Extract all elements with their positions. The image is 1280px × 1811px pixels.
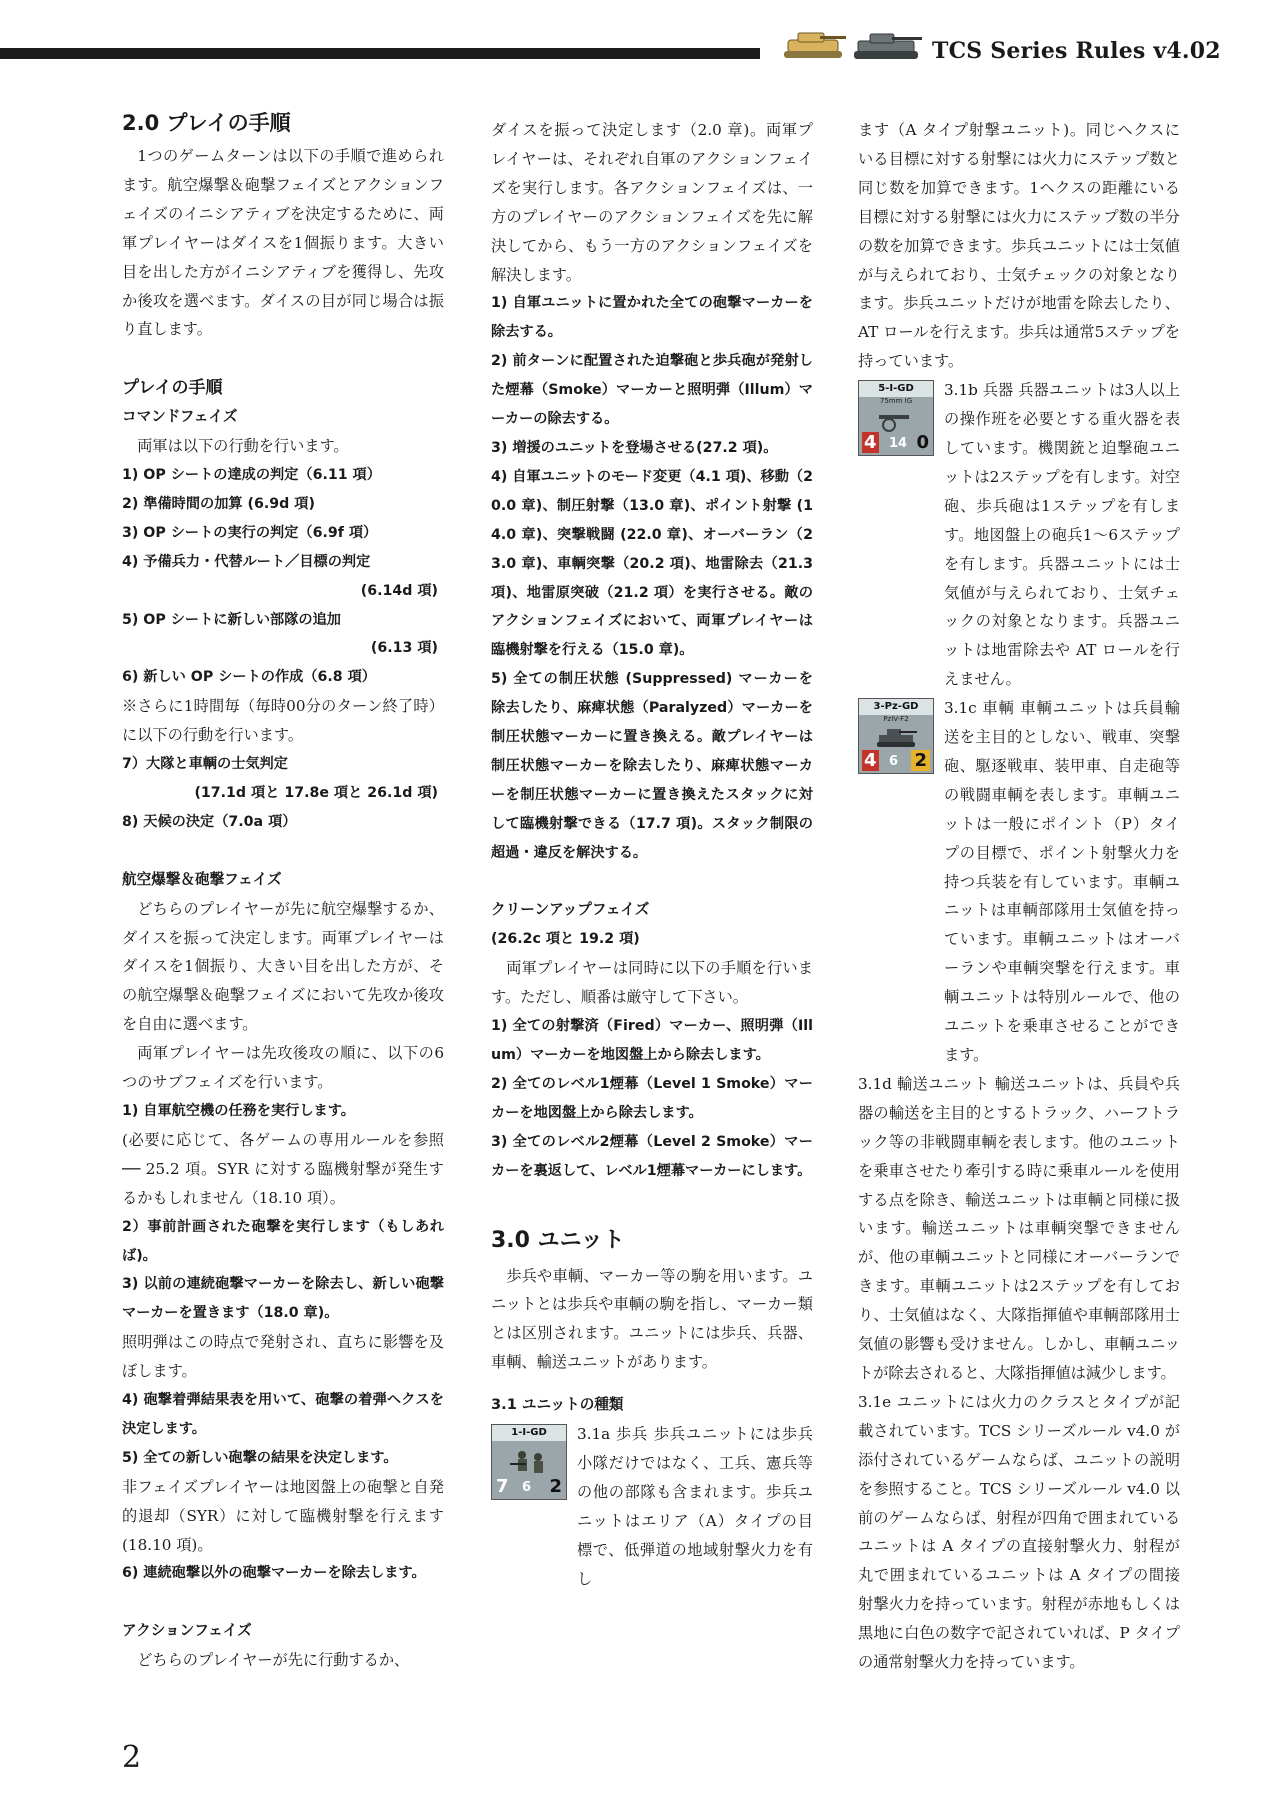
page-number: 2 <box>122 1740 142 1775</box>
paragraph: 3.1c 車輌 車輌ユニットは兵員輸送を主目的としない、戦車、突撃砲、駆逐戦車、装甲車、自走砲等の戦闘車輌を表します。車輌ユニットは一般にポイント（P）タイプの目標で、ポイント射撃火力を持つ兵装を有しています。車輌ユニットは車輌部隊用士気値を持っています。車輌ユニットはオーバーランや車輌突撃を行えます。車輌ユニットは特別ルールで、他のユニットを乗車させることができます。 <box>944 699 1180 1064</box>
column-2 <box>491 116 813 1593</box>
column-3 <box>858 116 1180 1677</box>
list-item: 2) 全てのレベル1煙幕（Level 1 Smoke）マーカーを地図盤上から除去します。 <box>491 1075 813 1121</box>
list-item: 2）事前計画された砲撃を実行します（もしあれば)。 <box>122 1218 444 1264</box>
tank-icon <box>780 30 848 60</box>
paragraph: ます（A タイプ射撃ユニット)。同じヘクスにいる目標に対する射撃には火力にステップ数と同じ数を加算できます。1ヘクスの距離にいる目標に対する射撃には火力にステップ数の半分の数を加算できます。歩兵ユニットには士気値が与えられており、士気チェックの対象となります。歩兵ユニットだけが地雷を除去したり、AT ロールを行えます。歩兵は通常5ステップを持っています。 <box>858 121 1180 371</box>
header-rule <box>0 48 760 59</box>
counter-value: 6 <box>889 754 899 770</box>
tank-icon <box>875 723 919 751</box>
list-item: 5) 全ての新しい砲撃の結果を決定します。 <box>122 1449 398 1466</box>
gun-icon <box>875 405 919 433</box>
vehicle-counter-image <box>858 698 934 774</box>
paragraph: 3.1a 歩兵 歩兵ユニットには歩兵小隊だけではなく、工兵、憲兵等の他の部隊も含まれます。歩兵ユニットはエリア（A）タイプの目標で、低弾道の地域射撃火力を有し <box>577 1425 813 1588</box>
list-item: 4) 自軍ユニットのモード変更（4.1 項)、移動（20.0 章)、制圧射撃（13.0 章)、ポイント射撃 (14.0 章)、突撃戦闘 (22.0 章)、オーバーラン（23.0 章)、車輌突撃（20.2 項)、地雷除去（21.3 項)、地雷原突破（21.2 項）を実行させる。敵のアクションフェイズにおいて、両軍プレイヤーは臨機射撃を行える（15.0 章)。 <box>491 468 813 659</box>
weapon-entry <box>858 376 1180 694</box>
list-item: 2) 準備時間の加算 (6.9d 項) <box>122 495 315 512</box>
paragraph: 3.1e ユニットには火力のクラスとタイプが記載されています。TCS シリーズルール v4.0 が添付されているゲームならば、ユニットの説明を参照すること。TCS シリーズルール v4.0 以前のゲームならば、射程が四角で囲まれているユニットは A タイプの直接射撃火力、射程が丸で囲まれているユニットは A タイプの間接射撃火力を持っています。射程が赤地もしくは黒地に白色の数字で記されていれば、P タイプの通常射撃火力を持っています。 <box>858 1392 1180 1672</box>
list-item: 7）大隊と車輌の士気判定 <box>122 756 288 773</box>
list-item: 3) OP シートの実行の判定（6.9f 項） <box>122 524 378 541</box>
subsection-heading: 3.1 ユニットの種類 <box>491 1396 624 1414</box>
paragraph: ダイスを振って決定します（2.0 章)。両軍プレイヤーは、それぞれ自軍のアクションフェイズを実行します。各アクションフェイズは、一方のプレイヤーのアクションフェイズを先に解決してから、もう一方のアクションフェイズを解決します。 <box>491 121 813 284</box>
counter-subtitle: PzIV-F2 <box>883 715 909 724</box>
list-item: 6) 連続砲撃以外の砲撃マーカーを除去します。 <box>122 1565 426 1582</box>
paragraph: 両軍プレイヤーは先攻後攻の順に、以下の6つのサブフェイズを行います。 <box>122 1044 444 1092</box>
tank-icon <box>852 32 924 60</box>
phase-heading: 航空爆撃＆砲撃フェイズ <box>122 870 282 888</box>
list-item: 5) OP シートに新しい部隊の追加 <box>122 611 341 628</box>
list-item: 3) 以前の連続砲撃マーカーを除去し、新しい砲撃マーカーを置きます（18.0 章)。 <box>122 1276 444 1322</box>
counter-value: 7 <box>496 1476 509 1498</box>
list-item-ref: (6.14d 項) <box>360 582 438 599</box>
paragraph: 3.1d 輸送ユニット 輸送ユニットは、兵員や兵器の輸送を主目的とするトラック、ハーフトラック等の非戦闘車輌を表します。他のユニットを乗車させたり牽引する時に乗車ルールを使用する点を除き、輸送ユニットは車輌と同様に扱います。輸送ユニットは車輌突撃できませんが、他の車輌ユニットと同様にオーバーランできます。車輌ユニットは2ステップを有しており、士気値はなく、大隊指揮値や車輌部隊用士気値の影響も受けません。しかし、車輌ユニットが除去されると、大隊指揮値は減少します。 <box>858 1074 1180 1382</box>
subheading: プレイの手順 <box>122 378 223 399</box>
counter-id: 1-I-GD <box>492 1425 566 1441</box>
note: (必要に応じて、各ゲームの専用ルールを参照 ── 25.2 項。SYR に対する臨機射撃が発生するかもしれません（18.10 項）。 <box>122 1130 444 1207</box>
infantry-counter-image <box>491 1424 567 1500</box>
infantry-entry <box>491 1420 813 1593</box>
counter-value: 4 <box>864 432 877 454</box>
document-title: TCS Series Rules v4.02 <box>932 38 1221 64</box>
infantry-icon <box>508 1449 552 1477</box>
paragraph: 1つのゲームターンは以下の手順で進められます。航空爆撃＆砲撃フェイズとアクションフェイズのイニシアティブを決定するために、両軍プレイヤーはダイスを1個振ります。大きい目を出した方がイニシアティブを獲得し、先攻か後攻を選べます。ダイスの目が同じ場合は振り直します。 <box>122 147 444 339</box>
paragraph: どちらのプレイヤーが先に航空爆撃するか、ダイスを振って決定します。両軍プレイヤーはダイスを1個振り、大きい目を出した方が、その航空爆撃＆砲撃フェイズにおいて先攻か後攻を自由に選べます。 <box>122 899 444 1034</box>
list-item: 4) 砲撃着弾結果表を用いて、砲撃の着弾ヘクスを決定します。 <box>122 1392 444 1437</box>
paragraph: 歩兵や車輌、マーカー等の駒を用います。ユニットとは歩兵や車輌の駒を指し、マーカー類とは区別されます。ユニットには歩兵、兵器、車輌、輸送ユニットがあります。 <box>491 1266 813 1372</box>
list-item: 2) 前ターンに配置された迫撃砲と歩兵砲が発射した煙幕（Smoke）マーカーと照明弾（Illum）マーカーの除去する。 <box>491 353 813 428</box>
list-item: 8) 天候の決定（7.0a 項） <box>122 813 297 830</box>
list-item: 4) 予備兵力・代替ルート／目標の判定 <box>122 553 371 570</box>
section-heading: 3.0 ユニット <box>491 1227 625 1253</box>
paragraph: 3.1b 兵器 兵器ユニットは3人以上の操作班を必要とする重火器を表しています。機関銃と迫撃砲ユニットは2ステップを有します。対空砲、歩兵砲は1ステップを有します。地図盤上の砲兵1～6ステップを有します。兵器ユニットには士気値が与えられており、士気チェックの対象となります。兵器ユニットは地雷除去や AT ロールを行えません。 <box>944 381 1180 689</box>
phase-ref: (26.2c 項と 19.2 項) <box>491 931 640 948</box>
list-item: 1) 自軍ユニットに置かれた全ての砲撃マーカーを除去する。 <box>491 295 813 341</box>
list-item: 1) OP シートの達成の判定（6.11 項） <box>122 467 381 484</box>
counter-value: 2 <box>549 1476 562 1498</box>
list-item: 1) 自軍航空機の任務を実行します。 <box>122 1102 355 1119</box>
counter-value: 14 <box>889 436 908 452</box>
list-item-ref: (6.13 項) <box>370 640 438 657</box>
phase-heading: コマンドフェイズ <box>122 408 238 426</box>
list-item: 6) 新しい OP シートの作成（6.8 項） <box>122 669 376 686</box>
column-1 <box>122 108 444 1675</box>
counter-id: 5-I-GD <box>859 381 933 397</box>
section-heading: 2.0 プレイの手順 <box>122 111 291 135</box>
list-item: 3) 全てのレベル2煙幕（Level 2 Smoke）マーカーを裏返して、レベル1煙幕マーカーにします。 <box>491 1133 813 1179</box>
counter-subtitle: 75mm IG <box>879 397 913 406</box>
counter-value: 4 <box>864 750 877 772</box>
weapon-counter-image <box>858 380 934 456</box>
paragraph: 両軍は以下の行動を行います。 <box>137 437 349 456</box>
counter-value: 2 <box>911 750 930 771</box>
paragraph: 両軍プレイヤーは同時に以下の手順を行います。ただし、順番は厳守して下さい。 <box>491 959 813 1007</box>
counter-id: 3-Pz-GD <box>859 699 933 715</box>
list-item-ref: (17.1d 項と 17.8e 項と 26.1d 項) <box>194 785 438 802</box>
vehicle-entry <box>858 694 1180 1070</box>
counter-value: 0 <box>916 432 929 454</box>
counter-value: 6 <box>522 1480 532 1496</box>
paragraph: どちらのプレイヤーが先に行動するか、 <box>137 1651 410 1670</box>
list-item: 3) 増援のユニットを登場させる(27.2 項)。 <box>491 439 778 456</box>
list-item: 5) 全ての制圧状態 (Suppressed) マーカーを除去したり、麻痺状態（Paralyzed）マーカーを制圧状態マーカーに置き換える。敵プレイヤーは制圧状態マーカーを除去したり、麻痺状態マーカーを制圧状態マーカーに置き換えたスタックに対して臨機射撃できる（17.7 項)。スタック制限の超過・違反を解決する。 <box>491 671 813 861</box>
phase-heading: アクションフェイズ <box>122 1622 252 1640</box>
note: ※さらに1時間毎（毎時00分のターン終了時）に以下の行動を行います。 <box>122 697 444 745</box>
list-item: 1) 全ての射撃済（Fired）マーカー、照明弾（Illum）マーカーを地図盤上から除去します。 <box>491 1018 813 1063</box>
note: 照明弾はこの時点で発射され、直ちに影響を及ぼします。 <box>122 1333 444 1381</box>
note: 非フェイズプレイヤーは地図盤上の砲撃と自発的退却（SYR）に対して臨機射撃を行えます (18.10 項)。 <box>122 1477 444 1554</box>
phase-heading: クリーンアップフェイズ <box>491 901 650 919</box>
